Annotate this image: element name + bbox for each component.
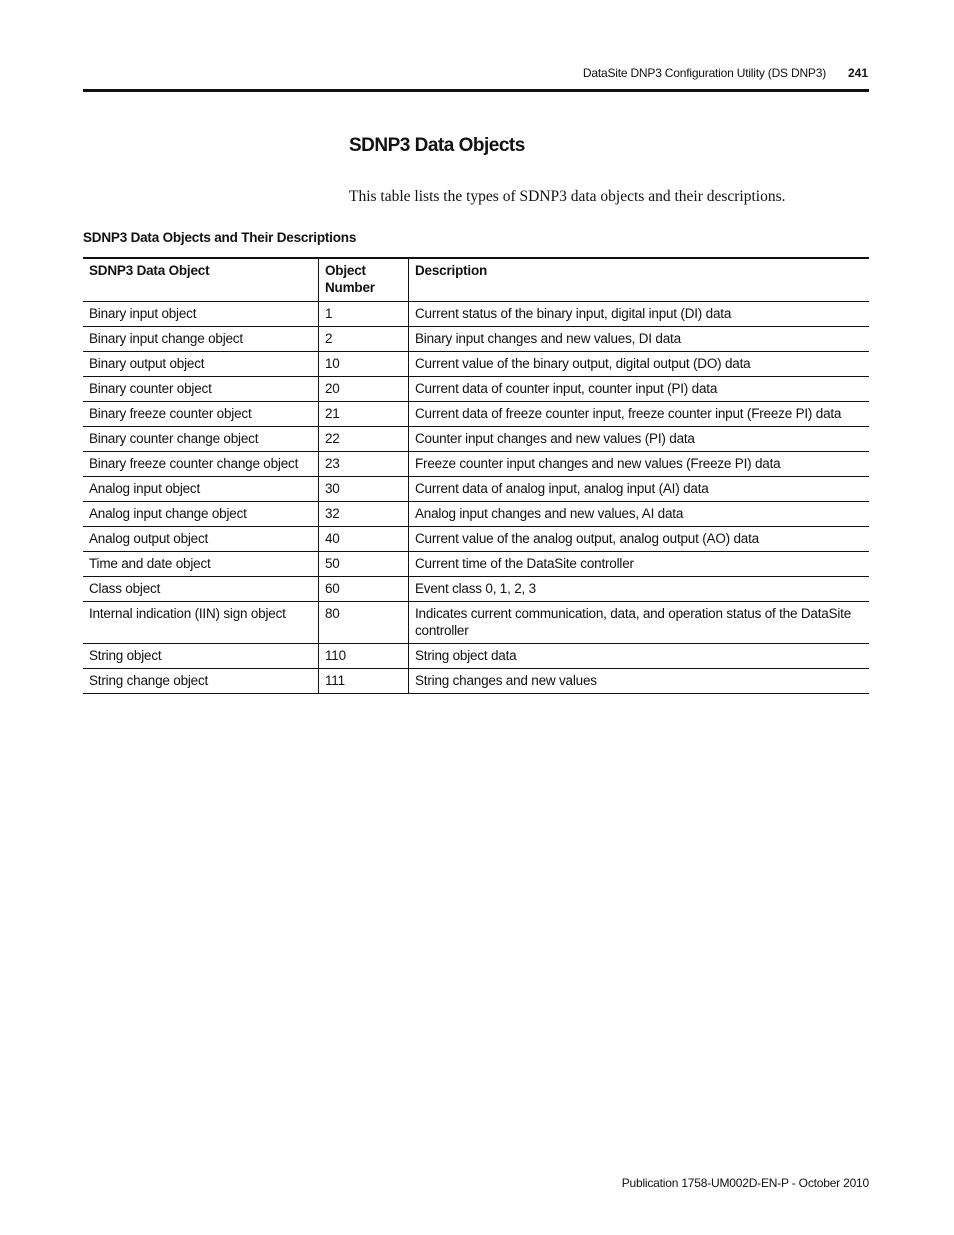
- cell-object: Binary freeze counter object: [83, 402, 319, 427]
- cell-number: 2: [319, 327, 409, 352]
- cell-description: String object data: [409, 644, 870, 669]
- cell-number: 60: [319, 577, 409, 602]
- publication-footer: Publication 1758-UM002D-EN-P - October 2010: [621, 1176, 869, 1190]
- cell-number: 50: [319, 552, 409, 577]
- cell-object: Class object: [83, 577, 319, 602]
- header-rule: [83, 89, 869, 92]
- table-row: [83, 602, 869, 644]
- table-row: [83, 577, 869, 602]
- running-header: DataSite DNP3 Configuration Utility (DS DNP3): [582, 66, 826, 80]
- table-row: [83, 644, 869, 669]
- table-row: [83, 452, 869, 477]
- cell-number: 21: [319, 402, 409, 427]
- table-row: [83, 377, 869, 402]
- page-number: 241: [847, 66, 868, 80]
- table-row: [83, 327, 869, 352]
- cell-number: 20: [319, 377, 409, 402]
- cell-description: Binary input changes and new values, DI data: [409, 327, 870, 352]
- cell-object: Binary input change object: [83, 327, 319, 352]
- column-header-description: Description: [409, 258, 870, 302]
- table-caption: SDNP3 Data Objects and Their Descriptions: [83, 230, 357, 245]
- cell-description: Current status of the binary input, digital input (DI) data: [409, 302, 870, 327]
- cell-object: String change object: [83, 669, 319, 694]
- intro-paragraph: This table lists the types of SDNP3 data objects and their descriptions.: [349, 188, 786, 205]
- cell-object: Internal indication (IIN) sign object: [83, 602, 319, 644]
- table-row: [83, 669, 869, 694]
- column-header-number-line1: Object: [325, 263, 366, 278]
- cell-object: Binary input object: [83, 302, 319, 327]
- section-title: SDNP3 Data Objects: [349, 135, 525, 156]
- table-row: [83, 352, 869, 377]
- cell-number: 111: [319, 669, 409, 694]
- cell-description: Current value of the analog output, analog output (AO) data: [409, 527, 870, 552]
- table-row: [83, 427, 869, 452]
- cell-description: Counter input changes and new values (PI) data: [409, 427, 870, 452]
- cell-number: 30: [319, 477, 409, 502]
- cell-description: Current data of analog input, analog input (AI) data: [409, 477, 870, 502]
- cell-object: Binary freeze counter change object: [83, 452, 319, 477]
- cell-number: 110: [319, 644, 409, 669]
- cell-number: 23: [319, 452, 409, 477]
- column-header-number-line2: Number: [325, 280, 375, 295]
- cell-number: 22: [319, 427, 409, 452]
- table-row: [83, 402, 869, 427]
- column-header-object: SDNP3 Data Object: [83, 258, 319, 302]
- cell-object: String object: [83, 644, 319, 669]
- cell-description: Current value of the binary output, digital output (DO) data: [409, 352, 870, 377]
- cell-object: Analog output object: [83, 527, 319, 552]
- cell-description: Event class 0, 1, 2, 3: [409, 577, 870, 602]
- cell-number: 40: [319, 527, 409, 552]
- cell-number: 32: [319, 502, 409, 527]
- cell-object: Binary counter object: [83, 377, 319, 402]
- cell-number: 1: [319, 302, 409, 327]
- cell-number: 10: [319, 352, 409, 377]
- table-header-row: [83, 258, 869, 302]
- cell-description: Current time of the DataSite controller: [409, 552, 870, 577]
- cell-description: Analog input changes and new values, AI data: [409, 502, 870, 527]
- cell-object: Analog input object: [83, 477, 319, 502]
- cell-description: Current data of freeze counter input, freeze counter input (Freeze PI) data: [409, 402, 870, 427]
- table-row: [83, 302, 869, 327]
- cell-number: 80: [319, 602, 409, 644]
- table-row: [83, 502, 869, 527]
- cell-description: Current data of counter input, counter input (PI) data: [409, 377, 870, 402]
- table-row: [83, 477, 869, 502]
- cell-object: Analog input change object: [83, 502, 319, 527]
- cell-description: String changes and new values: [409, 669, 870, 694]
- cell-object: Time and date object: [83, 552, 319, 577]
- cell-object: Binary output object: [83, 352, 319, 377]
- table-row: [83, 552, 869, 577]
- column-header-number: [319, 258, 409, 302]
- cell-description: Freeze counter input changes and new values (Freeze PI) data: [409, 452, 870, 477]
- cell-description: Indicates current communication, data, and operation status of the DataSite controller: [409, 602, 870, 644]
- data-objects-table: [83, 257, 869, 694]
- table-row: [83, 527, 869, 552]
- cell-object: Binary counter change object: [83, 427, 319, 452]
